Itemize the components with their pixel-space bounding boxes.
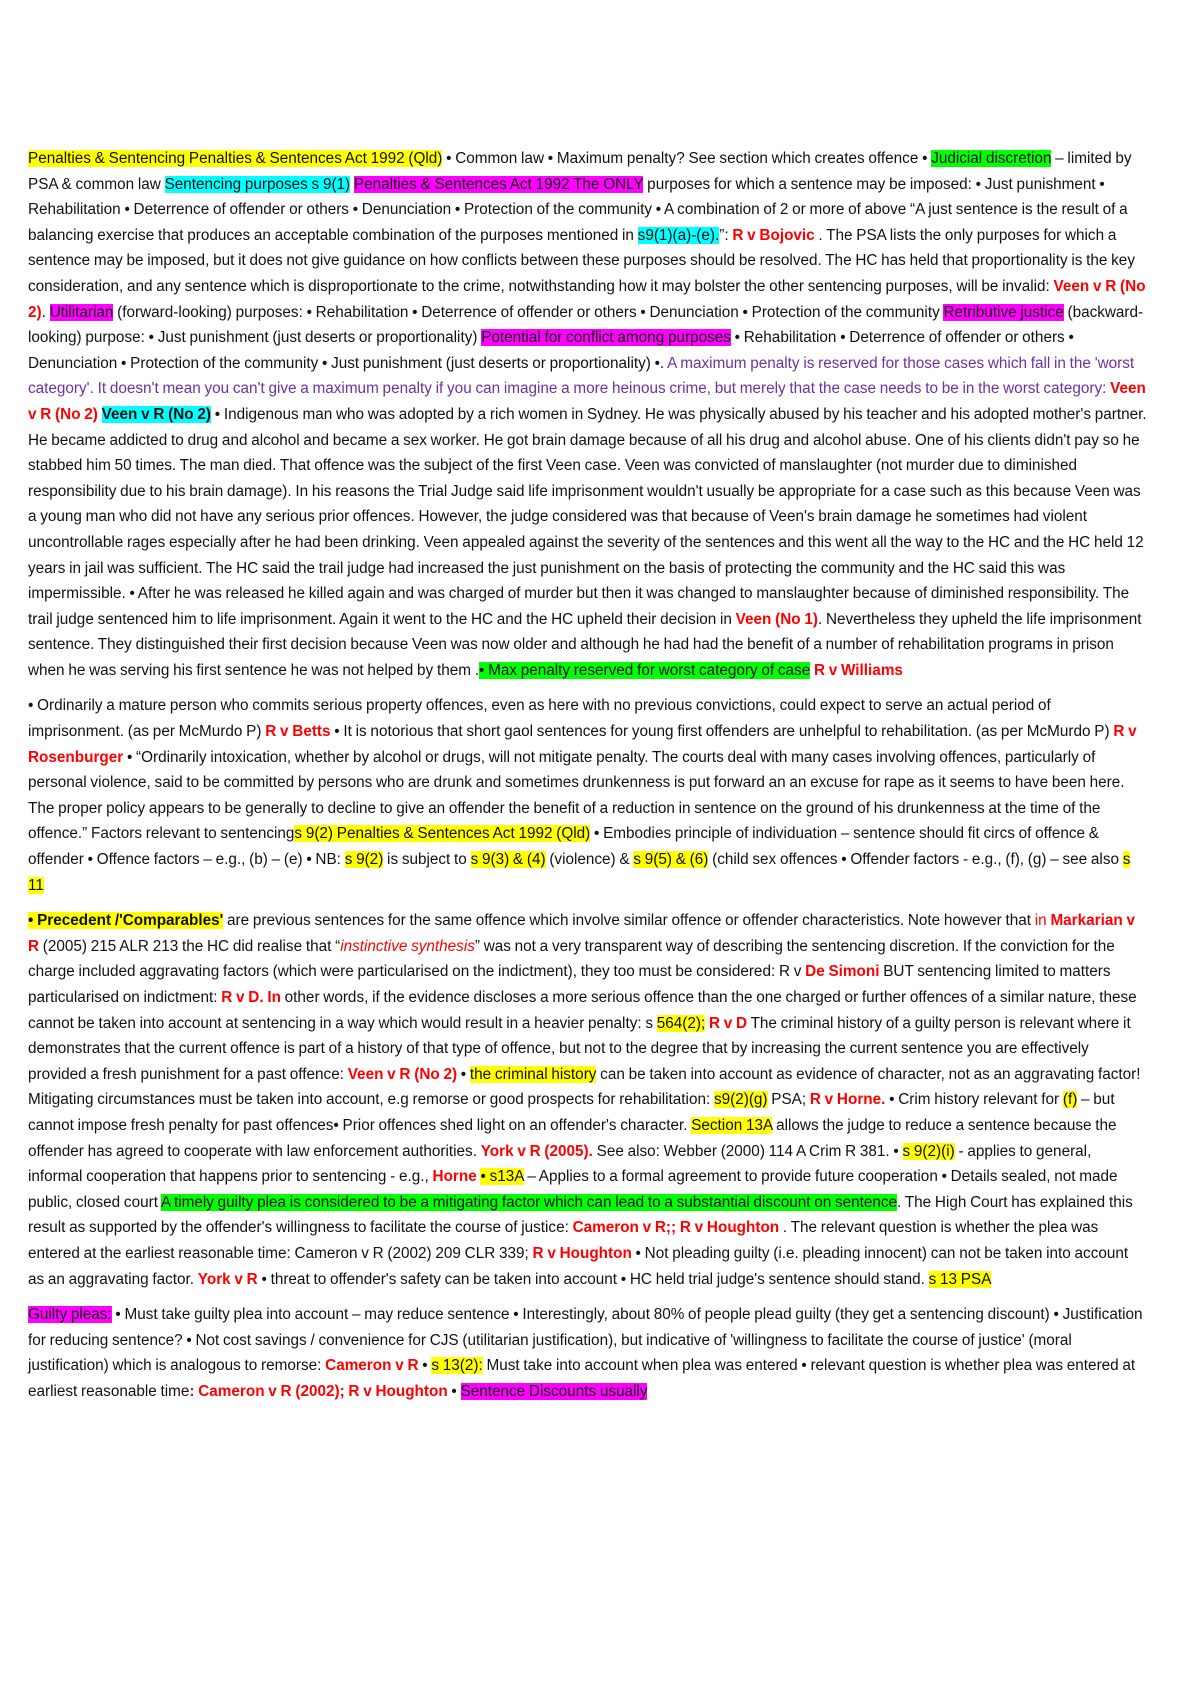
text-run: (child sex offences • Offender factors - e.g., (f), (g) – see also	[708, 851, 1123, 869]
highlighted-text-run: s 13(2):	[431, 1357, 483, 1375]
text-run: • Rehabilitation • Deterrence of offender or others • Denunciation • Protection of the community • Just punishment (just deserts or proportionality) •.	[28, 329, 1074, 372]
text-run: •	[457, 1065, 470, 1083]
text-run: •	[447, 1382, 461, 1400]
highlighted-text-run: s 11	[28, 851, 1131, 894]
text-run: • “Ordinarily intoxication, whether by alcohol or drugs, will not mitigate penalty. The courts deal with many cases involving offences, particularly of personal violence, said to be committed by persons who are drunk and sometimes drunkenness is put forward an an excuse for rape as it seems to have been here. The proper policy appears to be generally to decline to give an offender the benefit of a reduction in sentence on the ground of his drunkenness at the time of the offence.” Factors relevant to sentencing	[28, 748, 1125, 843]
highlighted-text-run: s 9(2) Penalties & Sentences Act 1992 (Qld)	[294, 825, 591, 843]
highlighted-text-run: A timely guilty plea is considered to be a mitigating factor which can lead to a substantial discount on sentence	[160, 1193, 898, 1211]
highlighted-text-run: s 9(3) & (4)	[470, 851, 546, 869]
highlighted-text-run: Veen (No 1)	[735, 610, 818, 628]
highlighted-text-run: Veen v R (No 2)	[28, 380, 1146, 423]
highlighted-text-run: Penalties & Sentences Act 1992 The ONLY	[353, 175, 644, 193]
highlighted-text-run: • Max penalty reserved for worst category of case	[478, 661, 811, 679]
highlighted-text-run: Cameron v R;; R v Houghton	[572, 1219, 780, 1237]
text-run: . The High Court has explained this result as supported by the offender's willingness to facilitate the course of justice:	[28, 1193, 1133, 1237]
text-run: Must take into account when plea was entered • relevant question is whether plea was entered at earliest reasonable time	[28, 1357, 1136, 1400]
highlighted-text-run: Potential for conflict among purposes	[481, 329, 731, 347]
highlighted-text-run: Judicial discretion	[931, 150, 1052, 167]
highlighted-text-run: in	[1034, 912, 1051, 930]
highlighted-text-run: A maximum penalty is reserved for those cases which fall in the 'worst category'. It doesn't mean you can't give a maximum penalty if you can imagine a more heinous crime, but merely that the case needs to be in the worst category:	[28, 354, 1135, 398]
text-run: (violence) &	[545, 851, 634, 869]
text-run: • Must take guilty plea into account – may reduce sentence • Interestingly, about 80% of people plead guilty (they get a sentencing discount) • Justification for reducing sentence? • Not cost savings / convenience for CJS (utilitarian justification), but indicative of 'willingness to facilitate the course of justice' (moral justification) which is analogous to remorse:	[28, 1306, 1143, 1375]
text-run: – but cannot impose fresh penalty for past offences• Prior offences shed light on an offender's character.	[28, 1091, 1115, 1134]
highlighted-text-run: De Simoni	[805, 963, 880, 981]
highlighted-text-run: R v Rosenburger	[28, 723, 1137, 766]
text-run: – Applies to a formal agreement to provide future cooperation • Details sealed, not made public, closed court	[28, 1168, 1118, 1211]
text-run: • Ordinarily a mature person who commits serious property offences, even as here with no previous convictions, could expect to serve an actual period of imprisonment. (as per McMurdo P)	[28, 697, 1051, 741]
text-run: is subject to	[383, 851, 471, 869]
highlighted-text-run: s9(2)(g)	[713, 1091, 768, 1109]
text-run: (backward-looking) purpose: • Just punishment (just deserts or proportionality)	[28, 303, 1144, 347]
highlighted-text-run: Sentence Discounts usually	[460, 1382, 648, 1400]
text-run: .	[41, 303, 50, 321]
highlighted-text-run: R v Houghton	[532, 1244, 632, 1262]
text-run: The criminal history of a guilty person is relevant where it demonstrates that the current offence is part of a history of that type of offence, but not to the degree that by increasing the current sentence you are effectively provided a fresh punishment for a past offence:	[28, 1014, 1131, 1083]
highlighted-text-run: R v D. In	[221, 989, 281, 1006]
text-run: can be taken into account as evidence of character, not as an aggravating factor! Mitigating circumstances must be taken into account, e.g remorse or good prospects for rehabilitation:	[28, 1065, 1141, 1109]
text-run: ” was not a very transparent way of describing the sentencing discretion. If the conviction for the charge included aggravating factors (which were particularised on the indictment), they too must be considered: R v	[28, 937, 1115, 981]
highlighted-text-run: • Precedent /'Comparables'	[28, 912, 224, 930]
text-run: • Indigenous man who was adopted by a rich women in Sydney. He was physically abused by his teacher and his adopted mother's partner. He became addicted to drug and alcohol and became a sex worker. He got brain damage because of all his drug and alcohol abuse. One of his clients didn't pay so he stabbed him 50 times. The man died. That offence was the subject of the first Veen case. Veen was convicted of manslaughter (not murder due to diminished responsibility due to his brain damage). In his reasons the Trial Judge said life imprisonment wouldn't usually be appropriate for a case such as this because Veen was a young man who did not have any serious prior offences. However, the judge considered was that because of Veen's brain damage he sometimes had violent uncontrollable rages especially after he had been drinking. Veen appealed against the severity of the sentences and this went all the way to the HC and the HC held 12 years in jail was sufficient. The HC said the trail judge had increased the just punishment on the basis of protecting the community and the HC said this was impermissible. • After he was released he killed again and was charged of murder but then it was changed to manslaughter because of diminished responsibility. The trail judge sentenced him to life imprisonment. Again it went to the HC and the HC upheld their decision in	[28, 405, 1147, 628]
text-run: PSA;	[767, 1091, 810, 1109]
highlighted-text-run: R v Betts	[265, 723, 331, 741]
text-run: • Common law • Maximum penalty? See section which creates offence •	[442, 150, 932, 167]
document-body	[28, 146, 1148, 1415]
text-run: • threat to offender's safety can be taken into account • HC held trial judge's sentence should stand.	[257, 1270, 929, 1288]
highlighted-text-run: R v D	[708, 1014, 748, 1032]
text-run: allows the judge to reduce a sentence because the offender has agreed to cooperate with law enforcement authorities.	[28, 1116, 1117, 1160]
text-run: – limited by PSA & common law	[28, 150, 1132, 193]
text-run: (2005) 215 ALR 213 the HC did realise that “	[39, 937, 341, 955]
text-run: •	[418, 1357, 432, 1375]
text-run: (forward-looking) purposes: • Rehabilitation • Deterrence of offender or others • Denunciation • Protection of the community	[113, 303, 944, 321]
highlighted-text-run: s 9(2)(i)	[902, 1142, 955, 1160]
text-run: BUT sentencing limited to matters particularised on indictment:	[28, 963, 1111, 1006]
text-run: See also: Webber (2000) 114 A Crim R 381. •	[592, 1142, 903, 1160]
paragraph-guilty-pleas	[28, 1302, 1148, 1404]
highlighted-text-run: Section 13A	[691, 1116, 773, 1134]
text-run: . The relevant question is whether the plea was entered at the earliest reasonable time: Cameron v R (2002) 209 CLR 339;	[28, 1219, 1099, 1262]
highlighted-text-run: (f)	[1062, 1091, 1078, 1109]
highlighted-text-run: instinctive synthesis	[340, 937, 475, 955]
highlighted-text-run: s 9(2)	[344, 851, 384, 869]
highlighted-text-run: Veen v R (No 2)	[347, 1065, 458, 1083]
highlighted-text-run: Guilty pleas:	[28, 1306, 112, 1324]
highlighted-text-run: Utilitarian	[49, 303, 114, 321]
text-run: . Nevertheless they upheld the life imprisonment sentence. They distinguished their first decision because Veen was now older and although he had had the benefit of a number of rehabilitation programs in prison when he was serving his first sentence he was not helped by them .	[28, 610, 1142, 679]
highlighted-text-run: Veen v R (No 2)	[101, 405, 211, 423]
highlighted-text-run: Horne	[432, 1168, 477, 1186]
text-run: • Not pleading guilty (i.e. pleading innocent) can not be taken into account as an aggravating factor.	[28, 1244, 1129, 1288]
highlighted-text-run: Penalties & Sentencing Penalties & Sentences Act 1992 (Qld)	[28, 150, 443, 167]
highlighted-text-run: Sentencing purposes s 9(1)	[164, 175, 351, 193]
paragraph-purposes-and-max-penalty	[28, 146, 1148, 683]
text-run: are previous sentences for the same offence which involve similar offence or offender characteristics. Note however that	[223, 912, 1035, 930]
highlighted-text-run: York v R (2005).	[480, 1142, 593, 1160]
text-run: . The PSA lists the only purposes for which a sentence may be imposed, but it does not give guidance on how conflicts between these purposes should be resolved. The HC has held that proportionality is the key consideration, and any sentence which is disproportionate to the crime, notwithstanding how it may bolster the other sentencing purposes, will be invalid:	[28, 226, 1135, 295]
highlighted-text-run: York v R	[197, 1270, 258, 1288]
highlighted-text-run: Markarian v R	[28, 912, 1135, 955]
highlighted-text-run: s 13 PSA	[928, 1270, 992, 1288]
text-run: • Crim history relevant for	[885, 1091, 1063, 1109]
highlighted-text-run: : Cameron v R (2002); R v Houghton	[189, 1382, 448, 1400]
text-run: ”:	[719, 226, 733, 244]
highlighted-text-run: • s13A	[480, 1168, 524, 1186]
highlighted-text-run: s 9(5) & (6)	[633, 851, 709, 869]
text-run: other words, if the evidence discloses a more serious offence than the one charged or further offences of a similar nature, these cannot be taken into account at sentencing in a way which would result in a heavier penalty: s	[28, 989, 1137, 1032]
text-run: purposes for which a sentence may be imposed: • Just punishment • Rehabilitation • Deterrence of offender or others • Denunciation • Protection of the community • A combination of 2 or more of above “A just sentence is the result of a balancing exercise that produces an acceptable combination of the purposes mentioned in	[28, 175, 1128, 244]
paragraph-precedent-and-history	[28, 908, 1148, 1292]
highlighted-text-run: the criminal history	[469, 1065, 597, 1083]
highlighted-text-run: R v Horne.	[809, 1091, 886, 1109]
paragraph-mitigating-factors	[28, 693, 1148, 898]
text-run: • It is notorious that short gaol sentences for young first offenders are unhelpful to rehabilitation. (as per McMurdo P)	[330, 723, 1114, 741]
text-run: - applies to general, informal cooperation that happens prior to sentencing - e.g.,	[28, 1142, 1092, 1186]
highlighted-text-run: Cameron v R	[325, 1357, 419, 1375]
highlighted-text-run: R v Williams	[813, 661, 903, 679]
text-run: • Embodies principle of individuation – sentence should fit circs of offence & offender • Offence factors – e.g., (b) – (e) • NB:	[28, 825, 1099, 869]
highlighted-text-run: Retributive justice	[943, 303, 1064, 321]
highlighted-text-run: Veen v R (No 2)	[28, 277, 1146, 321]
highlighted-text-run: 564(2);	[656, 1014, 706, 1032]
highlighted-text-run: R v Bojovic	[732, 226, 815, 244]
highlighted-text-run: s9(1)(a)-(e).	[637, 226, 720, 244]
